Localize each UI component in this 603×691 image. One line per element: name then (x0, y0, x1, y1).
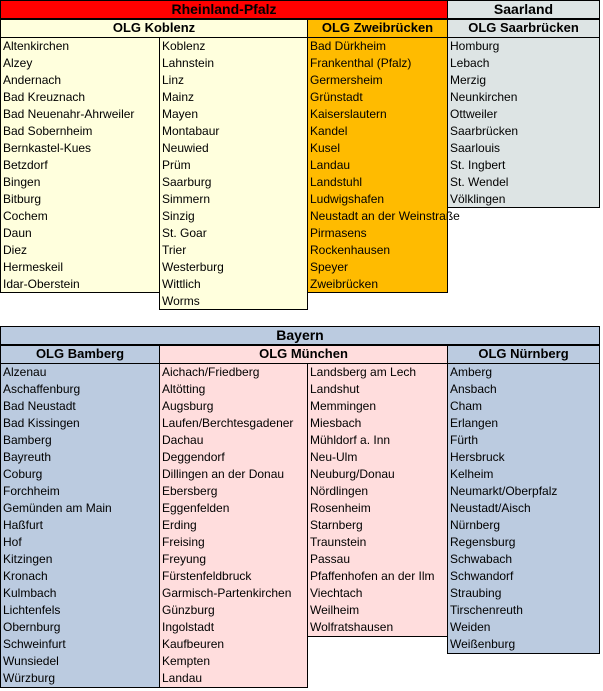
list-item: Lichtenfels (3, 603, 61, 617)
list-item: Bad Neustadt (3, 399, 76, 413)
list-item: Würzburg (3, 671, 56, 685)
rheinland-pfalz-header: Rheinland-Pfalz (0, 0, 448, 19)
list-item: Freyung (162, 552, 207, 566)
list-item: Andernach (3, 73, 62, 87)
list-item: Ludwigshafen (310, 192, 385, 206)
list-item: Lebach (450, 56, 490, 70)
list-item: Weiden (450, 620, 491, 634)
list-item: Kronach (3, 569, 48, 583)
list-item: Neustadt an der Weinstraße (310, 209, 460, 223)
list-item: Passau (310, 552, 351, 566)
list-item: Fürth (450, 433, 479, 447)
list-item: Zweibrücken (310, 277, 379, 291)
list-item: Neuwied (162, 141, 209, 155)
list-item: Deggendorf (162, 450, 225, 464)
list-item: Erlangen (450, 416, 499, 430)
list-item: Wittlich (162, 277, 201, 291)
list-item: Homburg (450, 39, 500, 53)
list-item: Forchheim (3, 484, 60, 498)
list-item: Mühldorf a. Inn (310, 433, 391, 447)
list-item: Daun (3, 226, 32, 240)
list-item: Memmingen (310, 399, 377, 413)
list-item: Sinzig (162, 209, 195, 223)
list-item: Eggenfelden (162, 501, 230, 515)
olg-koblenz-header: OLG Koblenz (0, 19, 308, 38)
list-item: Mayen (162, 107, 199, 121)
list-item: Pirmasens (310, 226, 367, 240)
list-item: Obernburg (3, 620, 61, 634)
list-item: Gemünden am Main (3, 501, 112, 515)
list-item: Simmern (162, 192, 211, 206)
list-item: Aichach/Friedberg (162, 365, 260, 379)
list-item: Nürnberg (450, 518, 501, 532)
list-item: Rosenheim (310, 501, 371, 515)
list-item: Garmisch-Partenkirchen (162, 586, 292, 600)
list-item: St. Wendel (450, 175, 509, 189)
list-item: Altötting (162, 382, 206, 396)
list-item: Koblenz (162, 39, 206, 53)
olg-muenchen-header: OLG München (159, 345, 448, 364)
list-item: Neuburg/Donau (310, 467, 395, 481)
list-item: Kandel (310, 124, 348, 138)
list-item: Neustadt/Aisch (450, 501, 531, 515)
list-item: Amberg (450, 365, 493, 379)
list-item: Kaufbeuren (162, 637, 225, 651)
list-item: Bad Dürkheim (310, 39, 387, 53)
list-item: Wolfratshausen (310, 620, 394, 634)
list-item: Bad Sobernheim (3, 124, 93, 138)
list-item: Coburg (3, 467, 43, 481)
list-item: Bad Kreuznach (3, 90, 86, 104)
list-item: Neunkirchen (450, 90, 518, 104)
list-item: Straubing (450, 586, 502, 600)
list-item: Aschaffenburg (3, 382, 81, 396)
list-item: Augsburg (162, 399, 214, 413)
list-item: Ingolstadt (162, 620, 215, 634)
list-item: Bingen (3, 175, 41, 189)
list-item: Landstuhl (310, 175, 363, 189)
list-item: Kelheim (450, 467, 494, 481)
list-item: Fürstenfeldbruck (162, 569, 252, 583)
list-item: Neu-Ulm (310, 450, 358, 464)
list-item: Montabaur (162, 124, 220, 138)
list-item: Saarburg (162, 175, 212, 189)
list-item: Westerburg (162, 260, 224, 274)
list-item: Schwabach (450, 552, 513, 566)
list-item: Alzey (3, 56, 33, 70)
list-item: Cochem (3, 209, 48, 223)
list-item: Kempten (162, 654, 211, 668)
olg-bamberg-header: OLG Bamberg (0, 345, 160, 364)
list-item: Landshut (310, 382, 360, 396)
list-item: Ottweiler (450, 107, 498, 121)
list-item: Lahnstein (162, 56, 215, 70)
list-item: Grünstadt (310, 90, 363, 104)
saarland-header: Saarland (447, 0, 600, 19)
list-item: Bernkastel-Kues (3, 141, 92, 155)
list-item: Günzburg (162, 603, 215, 617)
list-item: Bamberg (3, 433, 52, 447)
list-item: Rockenhausen (310, 243, 391, 257)
list-item: Nördlingen (310, 484, 369, 498)
list-item: Kulmbach (3, 586, 57, 600)
list-item: Regensburg (450, 535, 516, 549)
list-item: Saarlouis (450, 141, 501, 155)
list-item: Prüm (162, 158, 191, 172)
list-item: Kitzingen (3, 552, 53, 566)
list-item: Pfaffenhofen an der Ilm (310, 569, 435, 583)
list-item: Alzenau (3, 365, 47, 379)
list-item: Bitburg (3, 192, 42, 206)
list-item: Schweinfurt (3, 637, 66, 651)
list-item: Laufen/Berchtesgadener (162, 416, 294, 430)
olg-zweibruecken-header: OLG Zweibrücken (307, 19, 448, 38)
list-item: Dachau (162, 433, 204, 447)
list-item: Weißenburg (450, 637, 516, 651)
list-item: Viechtach (310, 586, 363, 600)
list-item: Freising (162, 535, 205, 549)
list-item: Cham (450, 399, 483, 413)
list-item: Linz (162, 73, 185, 87)
list-item: Kaiserslautern (310, 107, 387, 121)
list-item: Hermeskeil (3, 260, 64, 274)
list-item: Bad Kissingen (3, 416, 80, 430)
list-item: Tirschenreuth (450, 603, 523, 617)
list-item: Speyer (310, 260, 349, 274)
list-item: Betzdorf (3, 158, 48, 172)
list-item: Mainz (162, 90, 195, 104)
list-item: Neumarkt/Oberpfalz (450, 484, 558, 498)
list-item: Ebersberg (162, 484, 218, 498)
list-item: St. Goar (162, 226, 207, 240)
list-item: Landau (162, 671, 203, 685)
list-item: Kusel (310, 141, 341, 155)
list-item: St. Ingbert (450, 158, 506, 172)
list-item: Landsberg am Lech (310, 365, 417, 379)
list-item: Altenkirchen (3, 39, 70, 53)
list-item: Traunstein (310, 535, 367, 549)
list-item: Dillingen an der Donau (162, 467, 285, 481)
list-item: Frankenthal (Pfalz) (310, 56, 412, 70)
list-item: Hof (3, 535, 22, 549)
list-item: Germersheim (310, 73, 383, 87)
list-item: Bad Neuenahr-Ahrweiler (3, 107, 135, 121)
list-item: Merzig (450, 73, 487, 87)
list-item: Weilheim (310, 603, 360, 617)
list-item: Idar-Oberstein (3, 277, 80, 291)
list-item: Bayreuth (3, 450, 52, 464)
list-item: Erding (162, 518, 197, 532)
list-item: Wunsiedel (3, 654, 59, 668)
list-item: Starnberg (310, 518, 363, 532)
olg-saarbruecken-header: OLG Saarbrücken (447, 19, 600, 38)
list-item: Worms (162, 294, 200, 308)
list-item: Hersbruck (450, 450, 505, 464)
list-item: Schwandorf (450, 569, 514, 583)
list-item: Trier (162, 243, 187, 257)
list-item: Ansbach (450, 382, 497, 396)
bayern-header: Bayern (0, 326, 600, 345)
list-item: Landau (310, 158, 351, 172)
list-item: Saarbrücken (450, 124, 519, 138)
list-item: Diez (3, 243, 28, 257)
olg-nuernberg-header: OLG Nürnberg (447, 345, 600, 364)
list-item: Haßfurt (3, 518, 44, 532)
list-item: Miesbach (310, 416, 362, 430)
list-item: Völklingen (450, 192, 506, 206)
